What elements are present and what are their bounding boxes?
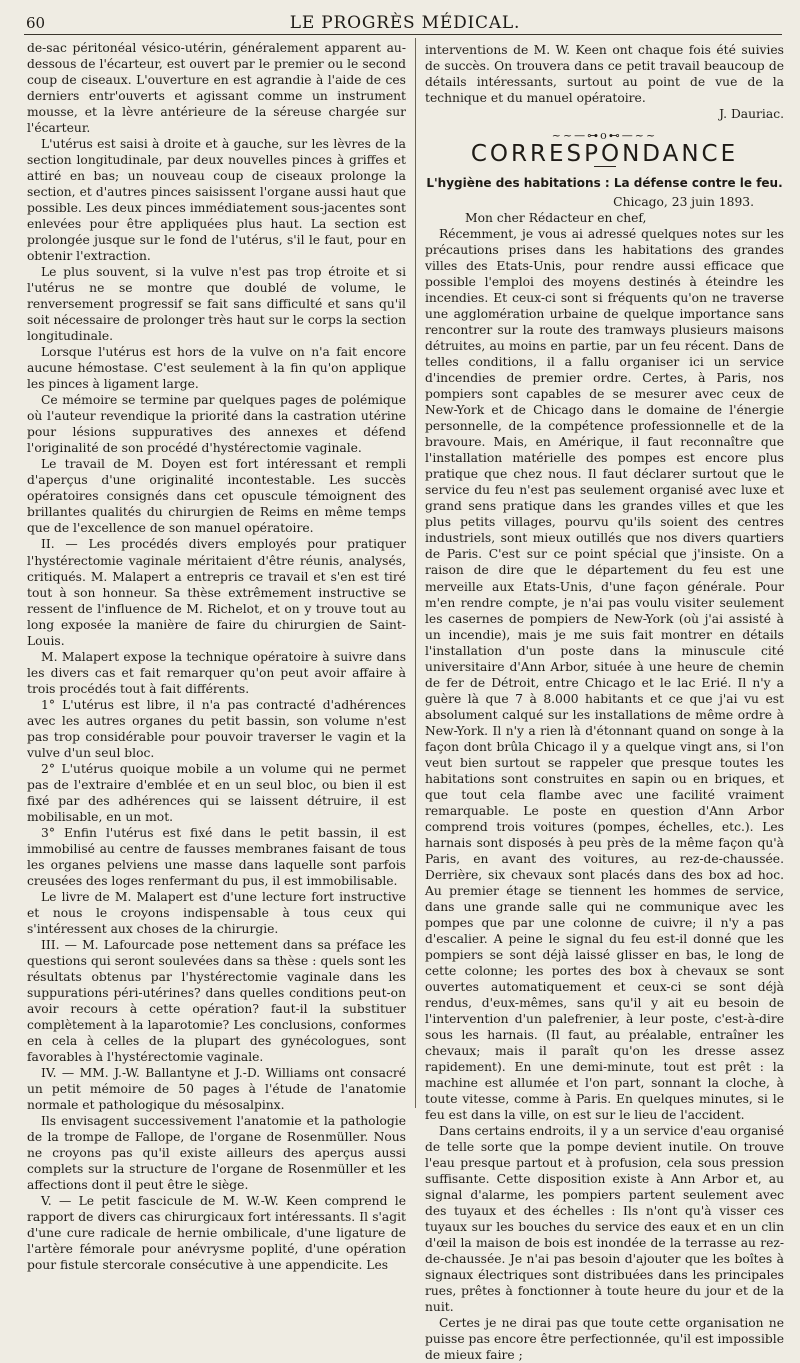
right-column bbox=[425, 42, 784, 1363]
page-header bbox=[26, 12, 784, 34]
column-divider bbox=[415, 38, 416, 1108]
header-rule bbox=[24, 34, 782, 35]
left-paragraph: II. — Les procédés divers employés pour pratiquer l'hystérectomie vaginale méritaient d'être réunis, analysés, critiqués. M. Malapert a entrepris ce travail et s'en est tiré tout à son honneur. Sa thèse extrêmement instructive se ressent de l'influence de M. Richelot, et on y trouve tout au long exposée la manière de faire du chirurgien de Saint-Louis. bbox=[27, 537, 406, 648]
article-title: L'hygiène des habitations : La défense contre le feu. bbox=[426, 176, 783, 191]
left-paragraph: Le plus souvent, si la vulve n'est pas trop étroite et si l'utérus ne se montre que doublé de volume, le renversement progressif se fait sans difficulté et sans qu'il soit nécessaire de prolonger très haut sur le corps la section longitudinale. bbox=[27, 265, 406, 344]
right-paragraph: Récemment, je vous ai adressé quelques notes sur les précautions prises dans les habitations des grandes villes des Etats-Unis, pour rendre aussi efficace que possible l'emploi des moyens destinés à éteindre les incendies. Et ceux-ci sont si fréquents qu'on ne traverse une agglomération urbaine de quelque importance sans rencontrer sur la route des tramways plusieurs maisons détruites, au moins en partie, par un feu récent. Dans de telles conditions, il a fallu organiser ici un service d'incendies de premier ordre. Certes, à Paris, nos pompiers sont capables de se mesurer avec ceux de New-York et de Chicago dans le domaine de l'énergie personnelle, de la compétence professionnelle et de la bravoure. Mais, en Amérique, il faut reconnaître que l'installation matérielle des pompes est encore plus pratique que chez nous. Il faut déclarer surtout que le service du feu n'est pas seulement organisé avec luxe et grand sens pratique dans les grandes villes et que les plus petits villages, pourvu qu'ils soient des centres industriels, sont mieux outillés que nos divers quartiers de Paris. C'est sur ce point spécial que j'insiste. On a raison de dire que le département du feu est une merveille aux Etats-Unis, d'une façon générale. Pour m'en rendre compte, je n'ai pas voulu visiter seulement les casernes de pompiers de New-York (où j'ai assisté à un incendie), mais je me suis fait montrer en détails l'installation d'un poste dans la minuscule cité universitaire d'Ann Arbor, située à une heure de chemin de fer de Détroit, entre Chicago et le lac Erié. Il n'y a guère là que 7 à 8.000 habitants et ce que j'ai vu est absolument calqué sur les installations de même ordre à New-York. Il n'y a rien là d'étonnant quand on songe à la façon dont brûla Chicago il y a quelque vingt ans, si l'on veut bien surtout se rappeler que presque toutes les habitations sont construites en sapin ou en briques, et que tout cela flambe avec une facilité vraiment remarquable. Le poste en question d'Ann Arbor comprend trois voitures (pompes, échelles, etc.). Les harnais sont disposés à peu près de la même façon qu'à Paris, en avant des voitures, au rez-de-chaussée. Derrière, six chevaux sont placés dans des box ad hoc. Au premier étage se tiennent les hommes de service, dans une grande salle qui ne communique avec les pompes que par une colonne de cuivre; il n'y a pas d'escalier. A peine le signal du feu est-il donné que les pompiers se sont déjà laissé glisser en bas, le long de cette colonne; les portes des box à chevaux se sont ouvertes automatiquement et ceux-ci se sont déjà rendus, d'eux-mêmes, sans qu'il y ait eu besoin de l'intervention d'un palefrenier, à leur poste, c'est-à-dire sous les harnais. (Il faut, au préalable, entraîner les chevaux; mais il paraît qu'on les dresse assez rapidement). En une demi-minute, tout est prêt : la machine est allumée et l'on part, sonnant la cloche, à toute vitesse, comme à Paris. En quelques minutes, si le feu est dans la ville, on est sur le lieu de l'accident. bbox=[425, 227, 784, 1123]
left-column bbox=[27, 40, 406, 1273]
left-paragraph: IV. — MM. J.-W. Ballantyne et J.-D. Williams ont consacré un petit mémoire de 50 pages à l'étude de l'anatomie normale et pathologique du mésosalpinx. bbox=[27, 1066, 406, 1113]
section-ornament: ~~—⊶o⊷—~~ bbox=[551, 129, 658, 143]
author-signature: J. Dauriac. bbox=[719, 107, 784, 122]
left-paragraph: Le livre de M. Malapert est d'une lecture fort instructive et nous le croyons indispensable à tous ceux qui s'intéressent aux choses de la chirurgie. bbox=[27, 889, 406, 936]
page-number: 60 bbox=[26, 14, 46, 32]
journal-title: LE PROGRÈS MÉDICAL. bbox=[289, 13, 521, 33]
left-paragraph: III. — M. Lafourcade pose nettement dans sa préface les questions qui seront soulevées dans sa thèse : quels sont les résultats obtenus par l'hystérectomie vaginale dans les suppurations péri-utérines? dans quelles conditions peut-on avoir recours à cette opération? faut-il la substituer complètement à la laparotomie? Les conclusions, conformes en cela à celles de la plupart des gynécologues, sont favorables à l'hystérectomie vaginale. bbox=[27, 937, 406, 1064]
dateline: Chicago, 23 juin 1893. bbox=[613, 195, 754, 210]
salutation: Mon cher Rédacteur en chef, bbox=[465, 211, 647, 226]
left-paragraph: 1° L'utérus est libre, il n'a pas contracté d'adhérences avec les autres organes du petit bassin, son volume n'est pas trop considérable pour pouvoir traverser le vagin et la vulve d'un seul bloc. bbox=[27, 697, 406, 760]
left-paragraph: de-sac péritonéal vésico-utérin, généralement apparent au-dessous de l'écarteur, est ouvert par le premier ou le second coup de ciseaux. L'ouverture en est agrandie à l'aide de ces derniers entr'ouverts et agissant comme un instrument mousse, et la lèvre antérieure de la séreuse chargée sur l'écarteur. bbox=[27, 41, 406, 136]
left-paragraph: Ce mémoire se termine par quelques pages de polémique où l'auteur revendique la priorité dans la castration utérine pour lésions suppuratives des annexes et défend l'originalité de son procédé d'hystérectomie vaginale. bbox=[27, 393, 406, 456]
left-paragraph: 3° Enfin l'utérus est fixé dans le petit bassin, il est immobilisé au centre de fausses membranes faisant de tous les organes pelviens une masse dans laquelle sont parfois creusées des loges renfermant du pus, il est immobilisable. bbox=[27, 825, 406, 888]
section-title: CORRESPONDANCE bbox=[470, 141, 739, 168]
right-paragraph: Dans certains endroits, il y a un service d'eau organisé de telle sorte que la pompe devient inutile. On trouve l'eau presque partout et à profusion, cela sous pression suffisante. Cette disposition existe à Ann Arbor et, au signal d'alarme, les pompiers partent seulement avec des tuyaux et des échelles : Ils n'ont qu'à visser ces tuyaux sur les bouches du service des eaux et en un clin d'œil la maison de bois est inondée de la terrasse au rez-de-chaussée. Je n'ai pas besoin d'ajouter que les boîtes à signaux électriques sont distribuées dans les principales rues, prêtes à fonctionner à toute heure du jour et de la nuit. bbox=[425, 1124, 784, 1315]
left-paragraph: Ils envisagent successivement l'anatomie et la pathologie de la trompe de Fallope, de l'organe de Rosenmüller. Nous ne croyons pas qu'il existe ailleurs des aperçus aussi complets sur la structure de l'organe de Rosenmüller et les affections dont il peut être le siège. bbox=[27, 1114, 406, 1193]
left-paragraph: L'utérus est saisi à droite et à gauche, sur les lèvres de la section longitudinale, par deux nouvelles pinces à griffes et attiré en bas; un nouveau coup de ciseaux prolonge la section, et d'autres pinces saisissent l'organe aussi haut que possible. Les deux pinces immédiatement sous-jacentes sont enlevées pour être appliquées plus haut. La section est prolongée jusque sur le fond de l'utérus, s'il le faut, pour en obtenir l'extraction. bbox=[27, 137, 406, 264]
right-intro-paragraph: interventions de M. W. Keen ont chaque fois été suivies de succès. On trouvera dans ce petit travail beaucoup de détails intéressants, surtout au point de vue de la technique et du manuel opératoire. bbox=[425, 43, 784, 106]
left-paragraph: 2° L'utérus quoique mobile a un volume qui ne permet pas de l'extraire d'emblée et en un seul bloc, ou bien il est fixé par des adhérences qui se laissent détruire, il est mobilisable, en un mot. bbox=[27, 761, 406, 824]
left-paragraph: M. Malapert expose la technique opératoire à suivre dans les divers cas et fait remarquer qu'on peut avoir affaire à trois procédés tout à fait différents. bbox=[27, 649, 406, 696]
left-paragraph: Lorsque l'utérus est hors de la vulve on n'a fait encore aucune hémostase. C'est seulement à la fin qu'on applique les pinces à ligament large. bbox=[27, 345, 406, 392]
left-paragraph: V. — Le petit fascicule de M. W.-W. Keen comprend le rapport de divers cas chirurgicaux fort intéressants. Il s'agit d'une cure radicale de hernie ombilicale, d'une ligature de l'artère fémorale pour anévrysme poplité, d'une opération pour fistule stercorale consécutive à une appendicite. Les bbox=[27, 1194, 406, 1273]
right-paragraph: Certes je ne dirai pas que toute cette organisation ne puisse pas encore être perfectionnée, qu'il est impossible de mieux faire ; bbox=[425, 1316, 784, 1363]
left-paragraph: Le travail de M. Doyen est fort intéressant et rempli d'aperçus d'une originalité incontestable. Les succès opératoires consignés dans cet opuscule témoignent des brillantes qualités du chirurgien de Reims en même temps que de l'excellence de son manuel opératoire. bbox=[27, 457, 406, 536]
